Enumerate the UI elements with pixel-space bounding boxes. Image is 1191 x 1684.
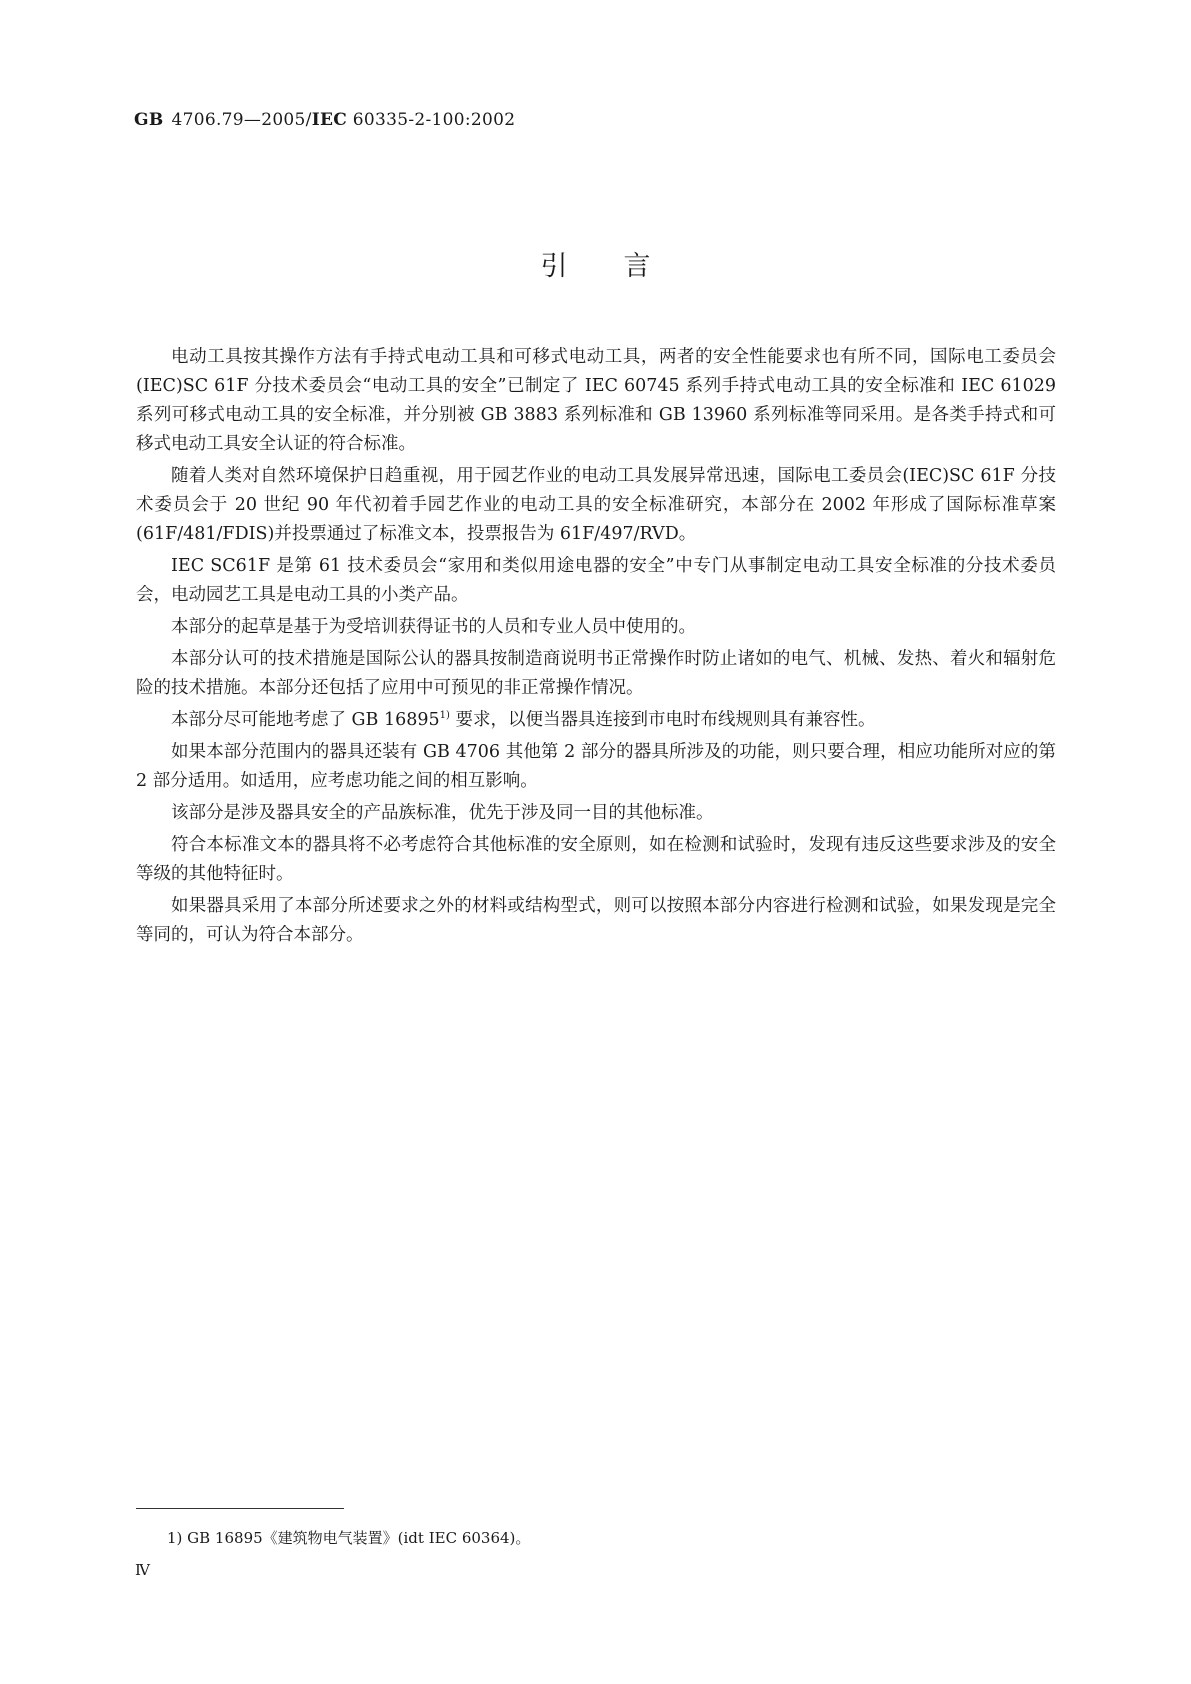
- footnote-divider: [136, 1508, 344, 1509]
- paragraph-2: 随着人类对自然环境保护日趋重视，用于园艺作业的电动工具发展异常迅速，国际电工委员会(IEC)SC 61F 分技术委员会于 20 世纪 90 年代初着手园艺作业的电动工具的安全标准研究，本部分在 2002 年形成了国际标准草案(61F/481/FDIS)并投票通过了标准文本，投票报告为 61F/497/RVD。: [136, 466, 1056, 544]
- paragraph-9: 符合本标准文本的器具将不必考虑符合其他标准的安全原则，如在检测和试验时，发现有违反这些要求涉及的安全等级的其他特征时。: [136, 835, 1056, 884]
- paragraph-3: IEC SC61F 是第 61 技术委员会“家用和类似用途电器的安全”中专门从事制定电动工具安全标准的分技术委员会，电动园艺工具是电动工具的小类产品。: [136, 556, 1056, 605]
- gb-label: GB: [134, 110, 164, 130]
- paragraph-6-text-end: 要求，以便当器具连接到市电时布线规则具有兼容性。: [449, 710, 876, 730]
- paragraph-8: 该部分是涉及器具安全的产品族标准，优先于涉及同一目的其他标准。: [171, 803, 714, 823]
- paragraph-4: 本部分的起草是基于为受培训获得证书的人员和专业人员中使用的。: [171, 617, 696, 637]
- paragraph-5: 本部分认可的技术措施是国际公认的器具按制造商说明书正常操作时防止诸如的电气、机械、发热、着火和辐射危险的技术措施。本部分还包括了应用中可预见的非正常操作情况。: [136, 649, 1056, 698]
- page-number: Ⅳ: [135, 1561, 150, 1579]
- paragraph-6: [136, 706, 1056, 735]
- paragraph-1: 电动工具按其操作方法有手持式电动工具和可移式电动工具，两者的安全性能要求也有所不同，国际电工委员会(IEC)SC 61F 分技术委员会“电动工具的安全”已制定了 IEC 60745 系列手持式电动工具的安全标准和 IEC 61029 系列可移式电动工具的安全标准，并分别被 GB 3883 系列标准和 GB 13960 系列标准等同采用。是各类手持式和可移式电动工具安全认证的符合标准。: [136, 347, 1056, 454]
- paragraph-10: 如果器具采用了本部分所述要求之外的材料或结构型式，则可以按照本部分内容进行检测和试验，如果发现是完全等同的，可认为符合本部分。: [136, 896, 1056, 945]
- page-title: 引言: [540, 251, 707, 282]
- paragraph-7: 如果本部分范围内的器具还装有 GB 4706 其他第 2 部分的器具所涉及的功能，则只要合理，相应功能所对应的第 2 部分适用。如适用，应考虑功能之间的相互影响。: [136, 742, 1056, 791]
- body-text: [136, 343, 1056, 953]
- footnote-ref[interactable]: 1): [439, 710, 450, 721]
- iec-label: IEC: [311, 110, 348, 130]
- gb-number: 4706.79—2005/: [171, 110, 312, 130]
- paragraph-6-text: 本部分尽可能地考虑了 GB 16895: [171, 710, 440, 730]
- standard-number-header: [134, 110, 515, 130]
- footnote: 1) GB 16895《建筑物电气装置》(idt IEC 60364)。: [167, 1529, 531, 1547]
- iec-number: 60335-2-100:2002: [347, 110, 516, 130]
